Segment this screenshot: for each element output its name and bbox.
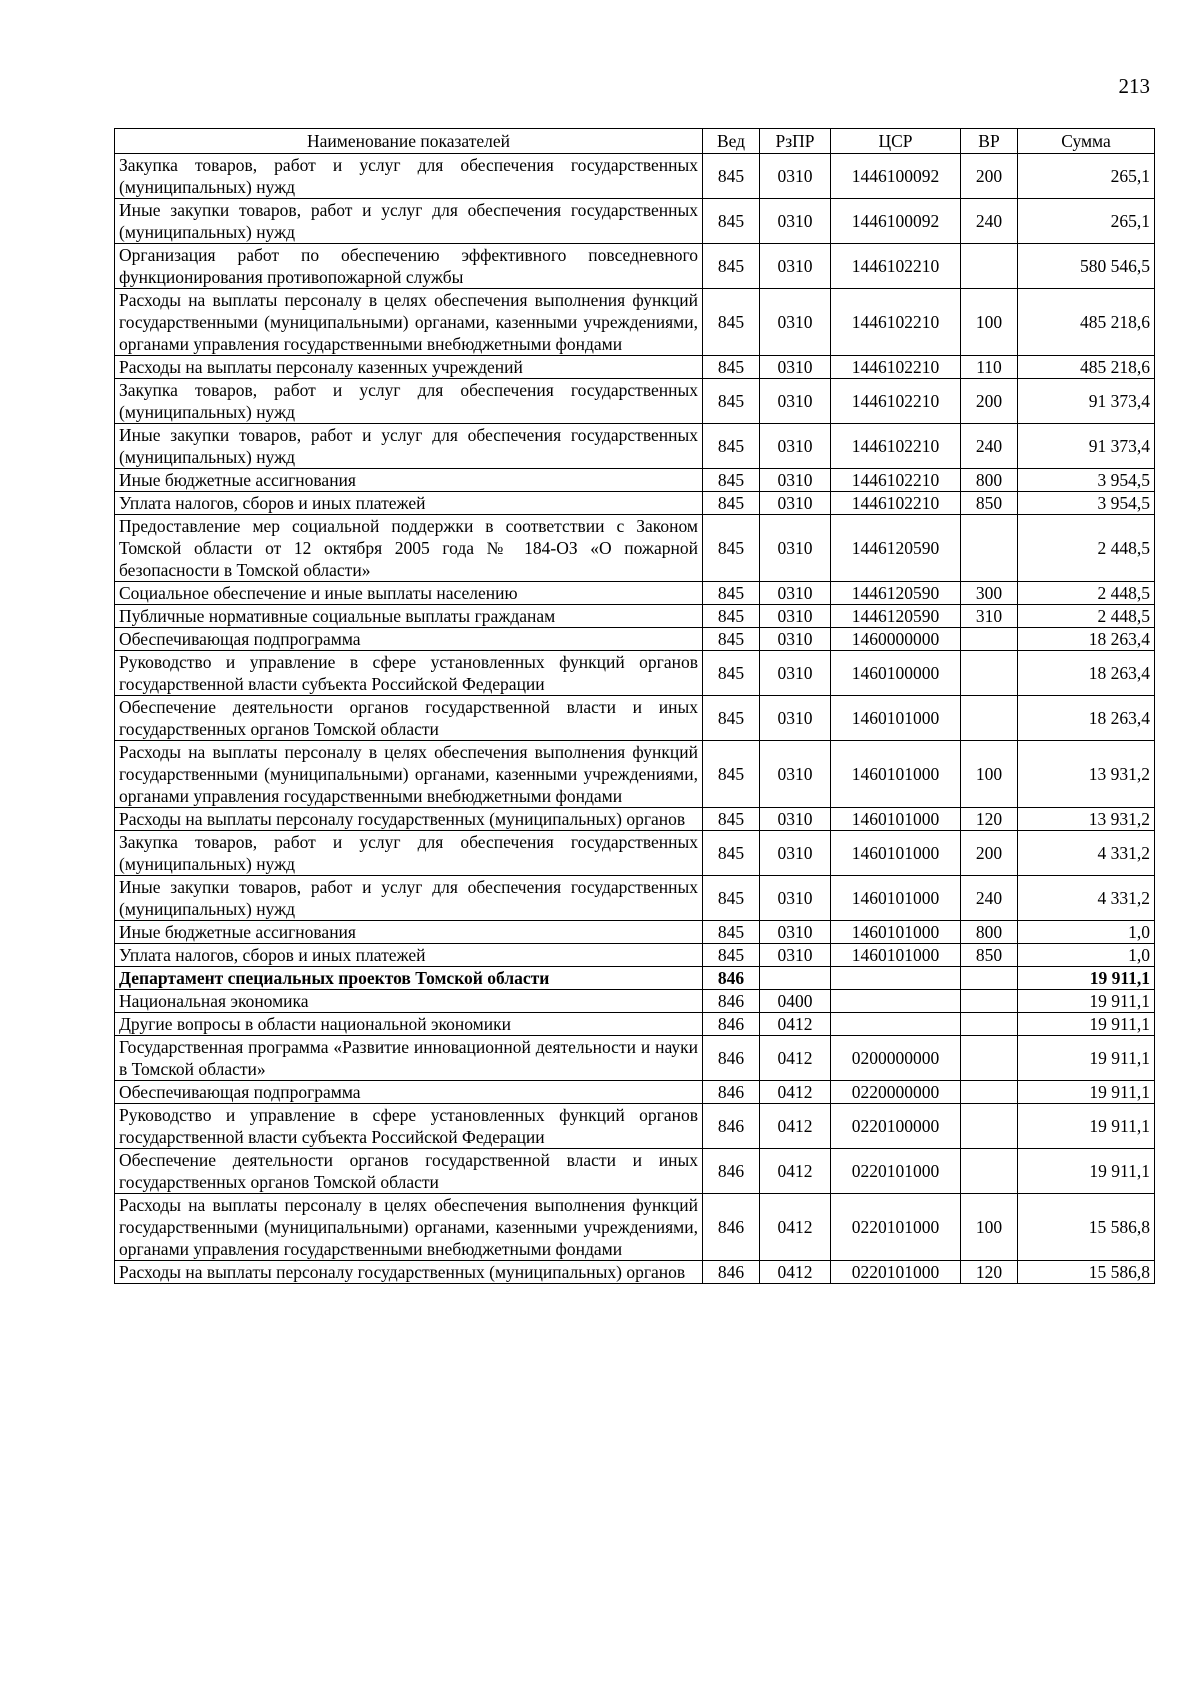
cell-sum: 18 263,4 xyxy=(1018,628,1155,651)
table-row xyxy=(115,944,1155,967)
cell-rzpr: 0412 xyxy=(760,1104,831,1149)
cell-ved: 845 xyxy=(703,582,760,605)
table-row xyxy=(115,289,1155,356)
cell-rzpr: 0310 xyxy=(760,469,831,492)
cell-vr xyxy=(961,1013,1018,1036)
cell-sum: 18 263,4 xyxy=(1018,696,1155,741)
cell-sum: 580 546,5 xyxy=(1018,244,1155,289)
table-row xyxy=(115,990,1155,1013)
cell-name: Иные закупки товаров, работ и услуг для обеспечения государственных (муниципальных) нужд xyxy=(115,876,703,921)
cell-ved: 845 xyxy=(703,515,760,582)
table-row xyxy=(115,582,1155,605)
cell-csr: 1446102210 xyxy=(831,379,961,424)
cell-csr: 1460101000 xyxy=(831,808,961,831)
cell-name: Иные бюджетные ассигнования xyxy=(115,921,703,944)
cell-sum: 485 218,6 xyxy=(1018,289,1155,356)
cell-rzpr: 0310 xyxy=(760,831,831,876)
cell-ved: 846 xyxy=(703,1081,760,1104)
cell-name: Уплата налогов, сборов и иных платежей xyxy=(115,944,703,967)
cell-rzpr: 0310 xyxy=(760,808,831,831)
cell-vr: 100 xyxy=(961,289,1018,356)
cell-sum: 2 448,5 xyxy=(1018,515,1155,582)
cell-ved: 845 xyxy=(703,831,760,876)
cell-name: Государственная программа «Развитие инновационной деятельности и науки в Томской области» xyxy=(115,1036,703,1081)
cell-sum: 2 448,5 xyxy=(1018,582,1155,605)
cell-sum: 19 911,1 xyxy=(1018,967,1155,990)
table-row xyxy=(115,356,1155,379)
cell-ved: 845 xyxy=(703,199,760,244)
cell-ved: 846 xyxy=(703,1104,760,1149)
cell-vr: 800 xyxy=(961,469,1018,492)
cell-csr: 0220101000 xyxy=(831,1149,961,1194)
cell-rzpr: 0310 xyxy=(760,154,831,199)
cell-vr: 200 xyxy=(961,831,1018,876)
cell-name: Иные закупки товаров, работ и услуг для обеспечения государственных (муниципальных) нужд xyxy=(115,199,703,244)
cell-vr: 100 xyxy=(961,741,1018,808)
cell-name: Закупка товаров, работ и услуг для обеспечения государственных (муниципальных) нужд xyxy=(115,379,703,424)
cell-name: Расходы на выплаты персоналу в целях обеспечения выполнения функций государственными (муниципальными) органами, казенными учреждениями, органами управления государственными внебюджетными фондами xyxy=(115,1194,703,1261)
cell-ved: 845 xyxy=(703,921,760,944)
cell-rzpr: 0412 xyxy=(760,1036,831,1081)
cell-rzpr: 0310 xyxy=(760,651,831,696)
cell-rzpr: 0310 xyxy=(760,696,831,741)
cell-csr: 1460000000 xyxy=(831,628,961,651)
column-header-name: Наименование показателей xyxy=(115,129,703,154)
cell-sum: 91 373,4 xyxy=(1018,424,1155,469)
cell-name: Организация работ по обеспечению эффективного повседневного функционирования противопожарной службы xyxy=(115,244,703,289)
cell-csr: 1446120590 xyxy=(831,515,961,582)
cell-rzpr: 0412 xyxy=(760,1194,831,1261)
cell-rzpr: 0310 xyxy=(760,289,831,356)
cell-rzpr xyxy=(760,967,831,990)
cell-vr: 200 xyxy=(961,154,1018,199)
table-row xyxy=(115,1149,1155,1194)
cell-rzpr: 0310 xyxy=(760,492,831,515)
cell-csr: 0220000000 xyxy=(831,1081,961,1104)
cell-name: Обеспечивающая подпрограмма xyxy=(115,628,703,651)
cell-sum: 19 911,1 xyxy=(1018,1036,1155,1081)
cell-ved: 845 xyxy=(703,492,760,515)
cell-rzpr: 0412 xyxy=(760,1013,831,1036)
table-row xyxy=(115,469,1155,492)
cell-sum: 3 954,5 xyxy=(1018,492,1155,515)
table-row xyxy=(115,379,1155,424)
cell-vr xyxy=(961,967,1018,990)
cell-sum: 3 954,5 xyxy=(1018,469,1155,492)
cell-ved: 846 xyxy=(703,990,760,1013)
cell-name: Иные закупки товаров, работ и услуг для обеспечения государственных (муниципальных) нужд xyxy=(115,424,703,469)
cell-name: Закупка товаров, работ и услуг для обеспечения государственных (муниципальных) нужд xyxy=(115,154,703,199)
table-row xyxy=(115,831,1155,876)
table-row xyxy=(115,492,1155,515)
cell-vr: 240 xyxy=(961,199,1018,244)
cell-ved: 845 xyxy=(703,696,760,741)
table-row xyxy=(115,1261,1155,1284)
cell-ved: 845 xyxy=(703,244,760,289)
cell-csr: 1460101000 xyxy=(831,876,961,921)
cell-vr: 300 xyxy=(961,582,1018,605)
cell-vr: 310 xyxy=(961,605,1018,628)
cell-vr: 100 xyxy=(961,1194,1018,1261)
cell-csr: 0220100000 xyxy=(831,1104,961,1149)
cell-name: Расходы на выплаты персоналу государственных (муниципальных) органов xyxy=(115,1261,703,1284)
cell-rzpr: 0412 xyxy=(760,1081,831,1104)
column-header-sum: Сумма xyxy=(1018,129,1155,154)
cell-csr: 1446100092 xyxy=(831,154,961,199)
cell-vr: 240 xyxy=(961,424,1018,469)
cell-sum: 18 263,4 xyxy=(1018,651,1155,696)
table-row xyxy=(115,1081,1155,1104)
cell-sum: 1,0 xyxy=(1018,944,1155,967)
cell-name: Предоставление мер социальной поддержки в соответствии с Законом Томской области от 12 октября 2005 года № 184-ОЗ «О пожарной безопасности в Томской области» xyxy=(115,515,703,582)
cell-sum: 15 586,8 xyxy=(1018,1194,1155,1261)
cell-vr xyxy=(961,1081,1018,1104)
cell-ved: 845 xyxy=(703,944,760,967)
cell-name: Публичные нормативные социальные выплаты гражданам xyxy=(115,605,703,628)
column-header-ved: Вед xyxy=(703,129,760,154)
cell-csr: 1446102210 xyxy=(831,424,961,469)
cell-name: Обеспечивающая подпрограмма xyxy=(115,1081,703,1104)
cell-ved: 846 xyxy=(703,967,760,990)
cell-ved: 845 xyxy=(703,628,760,651)
cell-vr: 800 xyxy=(961,921,1018,944)
cell-vr xyxy=(961,244,1018,289)
table-row xyxy=(115,605,1155,628)
cell-rzpr: 0412 xyxy=(760,1149,831,1194)
cell-csr: 1460101000 xyxy=(831,831,961,876)
cell-name: Уплата налогов, сборов и иных платежей xyxy=(115,492,703,515)
cell-rzpr: 0412 xyxy=(760,1261,831,1284)
table-row xyxy=(115,741,1155,808)
table-row xyxy=(115,1013,1155,1036)
cell-csr xyxy=(831,990,961,1013)
cell-csr: 0220101000 xyxy=(831,1261,961,1284)
cell-sum: 15 586,8 xyxy=(1018,1261,1155,1284)
cell-vr xyxy=(961,515,1018,582)
cell-csr: 1460101000 xyxy=(831,921,961,944)
cell-vr xyxy=(961,990,1018,1013)
table-row xyxy=(115,1104,1155,1149)
cell-sum: 19 911,1 xyxy=(1018,1104,1155,1149)
table-row xyxy=(115,808,1155,831)
cell-csr: 1446102210 xyxy=(831,492,961,515)
cell-name: Социальное обеспечение и иные выплаты населению xyxy=(115,582,703,605)
cell-csr: 1460101000 xyxy=(831,696,961,741)
cell-csr: 0220101000 xyxy=(831,1194,961,1261)
cell-ved: 845 xyxy=(703,808,760,831)
cell-name: Обеспечение деятельности органов государственной власти и иных государственных органов Томской области xyxy=(115,1149,703,1194)
cell-name: Расходы на выплаты персоналу в целях обеспечения выполнения функций государственными (муниципальными) органами, казенными учреждениями, органами управления государственными внебюджетными фондами xyxy=(115,741,703,808)
cell-vr xyxy=(961,1104,1018,1149)
cell-rzpr: 0310 xyxy=(760,605,831,628)
cell-sum: 2 448,5 xyxy=(1018,605,1155,628)
cell-name: Расходы на выплаты персоналу государственных (муниципальных) органов xyxy=(115,808,703,831)
cell-name: Закупка товаров, работ и услуг для обеспечения государственных (муниципальных) нужд xyxy=(115,831,703,876)
table-row xyxy=(115,921,1155,944)
cell-rzpr: 0310 xyxy=(760,199,831,244)
cell-rzpr: 0310 xyxy=(760,944,831,967)
table-row xyxy=(115,515,1155,582)
cell-sum: 265,1 xyxy=(1018,154,1155,199)
cell-sum: 4 331,2 xyxy=(1018,831,1155,876)
cell-sum: 4 331,2 xyxy=(1018,876,1155,921)
cell-csr: 1446102210 xyxy=(831,469,961,492)
cell-csr xyxy=(831,967,961,990)
page-number: 213 xyxy=(1118,74,1150,98)
cell-sum: 485 218,6 xyxy=(1018,356,1155,379)
cell-sum: 19 911,1 xyxy=(1018,1149,1155,1194)
table-row xyxy=(115,244,1155,289)
cell-ved: 846 xyxy=(703,1194,760,1261)
column-header-vr: ВР xyxy=(961,129,1018,154)
table-row xyxy=(115,1194,1155,1261)
cell-vr: 110 xyxy=(961,356,1018,379)
cell-vr xyxy=(961,1149,1018,1194)
cell-rzpr: 0310 xyxy=(760,628,831,651)
cell-name: Руководство и управление в сфере установленных функций органов государственной власти субъекта Российской Федерации xyxy=(115,1104,703,1149)
cell-sum: 19 911,1 xyxy=(1018,1081,1155,1104)
cell-name: Национальная экономика xyxy=(115,990,703,1013)
cell-ved: 845 xyxy=(703,605,760,628)
cell-rzpr: 0310 xyxy=(760,515,831,582)
cell-ved: 845 xyxy=(703,289,760,356)
table-row xyxy=(115,967,1155,990)
cell-name: Расходы на выплаты персоналу казенных учреждений xyxy=(115,356,703,379)
cell-ved: 845 xyxy=(703,424,760,469)
cell-rzpr: 0310 xyxy=(760,244,831,289)
cell-csr: 1446120590 xyxy=(831,582,961,605)
cell-name: Департамент специальных проектов Томской области xyxy=(115,967,703,990)
cell-csr: 1446102210 xyxy=(831,289,961,356)
cell-name: Расходы на выплаты персоналу в целях обеспечения выполнения функций государственными (муниципальными) органами, казенными учреждениями, органами управления государственными внебюджетными фондами xyxy=(115,289,703,356)
cell-csr: 1446102210 xyxy=(831,356,961,379)
table-row xyxy=(115,876,1155,921)
cell-ved: 846 xyxy=(703,1036,760,1081)
cell-vr: 850 xyxy=(961,944,1018,967)
table-row xyxy=(115,628,1155,651)
cell-vr xyxy=(961,1036,1018,1081)
cell-ved: 845 xyxy=(703,154,760,199)
cell-rzpr: 0310 xyxy=(760,921,831,944)
table-header-row xyxy=(115,129,1155,154)
cell-name: Руководство и управление в сфере установленных функций органов государственной власти субъекта Российской Федерации xyxy=(115,651,703,696)
cell-rzpr: 0400 xyxy=(760,990,831,1013)
column-header-csr: ЦСР xyxy=(831,129,961,154)
table-row xyxy=(115,651,1155,696)
table-row xyxy=(115,154,1155,199)
cell-ved: 845 xyxy=(703,379,760,424)
cell-ved: 846 xyxy=(703,1013,760,1036)
cell-sum: 91 373,4 xyxy=(1018,379,1155,424)
cell-name: Обеспечение деятельности органов государственной власти и иных государственных органов Томской области xyxy=(115,696,703,741)
cell-ved: 846 xyxy=(703,1261,760,1284)
cell-vr: 120 xyxy=(961,1261,1018,1284)
cell-sum: 1,0 xyxy=(1018,921,1155,944)
cell-csr: 1460100000 xyxy=(831,651,961,696)
cell-name: Иные бюджетные ассигнования xyxy=(115,469,703,492)
cell-vr xyxy=(961,696,1018,741)
cell-rzpr: 0310 xyxy=(760,876,831,921)
table-row xyxy=(115,696,1155,741)
cell-rzpr: 0310 xyxy=(760,356,831,379)
cell-ved: 845 xyxy=(703,469,760,492)
cell-csr: 1460101000 xyxy=(831,741,961,808)
cell-vr: 200 xyxy=(961,379,1018,424)
cell-rzpr: 0310 xyxy=(760,741,831,808)
cell-sum: 19 911,1 xyxy=(1018,990,1155,1013)
cell-rzpr: 0310 xyxy=(760,582,831,605)
cell-sum: 13 931,2 xyxy=(1018,741,1155,808)
cell-csr xyxy=(831,1013,961,1036)
cell-vr: 120 xyxy=(961,808,1018,831)
cell-name: Другие вопросы в области национальной экономики xyxy=(115,1013,703,1036)
cell-ved: 846 xyxy=(703,1149,760,1194)
cell-ved: 845 xyxy=(703,876,760,921)
cell-vr: 240 xyxy=(961,876,1018,921)
column-header-rzpr: РзПР xyxy=(760,129,831,154)
table-row xyxy=(115,424,1155,469)
cell-ved: 845 xyxy=(703,741,760,808)
cell-ved: 845 xyxy=(703,356,760,379)
cell-sum: 265,1 xyxy=(1018,199,1155,244)
cell-csr: 1460101000 xyxy=(831,944,961,967)
cell-rzpr: 0310 xyxy=(760,424,831,469)
cell-csr: 1446100092 xyxy=(831,199,961,244)
cell-sum: 13 931,2 xyxy=(1018,808,1155,831)
cell-csr: 0200000000 xyxy=(831,1036,961,1081)
table-body xyxy=(115,154,1155,1284)
cell-ved: 845 xyxy=(703,651,760,696)
table-row xyxy=(115,1036,1155,1081)
table-row xyxy=(115,199,1155,244)
cell-csr: 1446102210 xyxy=(831,244,961,289)
cell-vr xyxy=(961,628,1018,651)
cell-vr xyxy=(961,651,1018,696)
budget-table xyxy=(114,128,1155,1284)
cell-rzpr: 0310 xyxy=(760,379,831,424)
cell-csr: 1446120590 xyxy=(831,605,961,628)
cell-sum: 19 911,1 xyxy=(1018,1013,1155,1036)
cell-vr: 850 xyxy=(961,492,1018,515)
